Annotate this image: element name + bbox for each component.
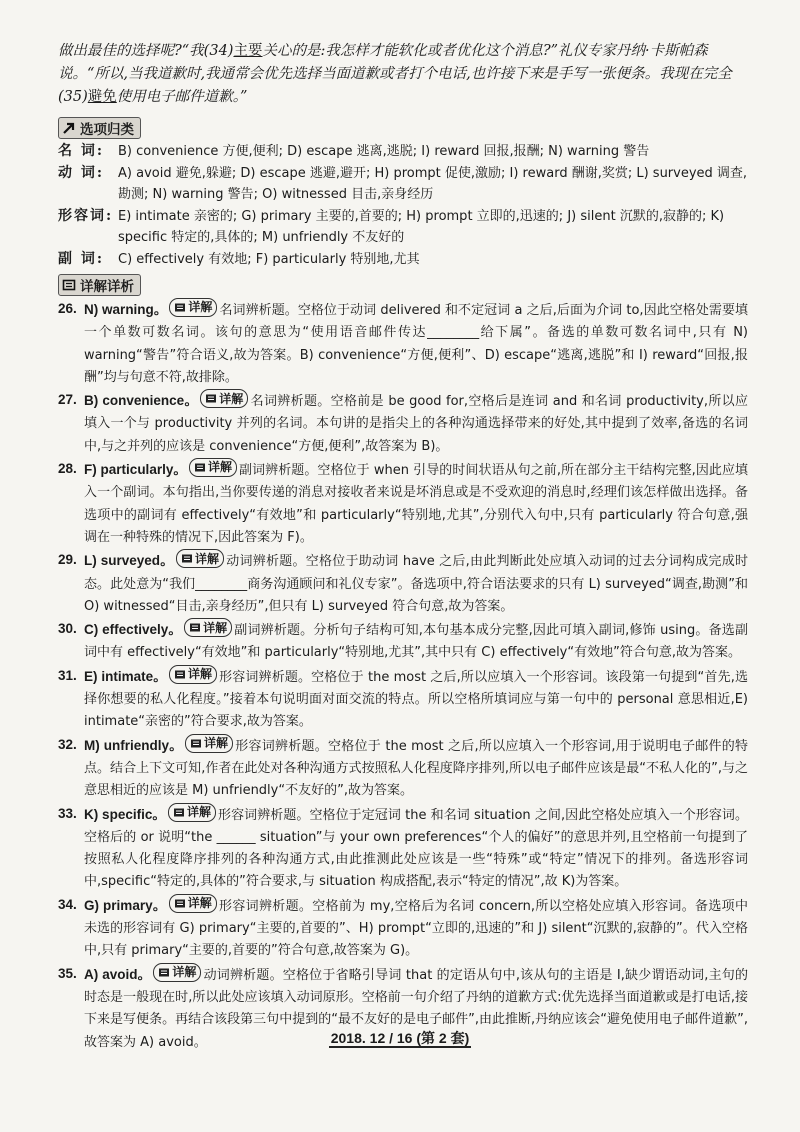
question-number: 33.: [58, 805, 77, 821]
analysis-text: 形容词辨析题。空格位于定冠词 the 和名词 situation 之间,因此空格处应填入一个形容词。空格后的 or 说明“the ______ situation”与 your own preferences“个人的偏好”的意思并列,且空格前一句提到了按照私人化程度降序排列的各种沟通方式,由此推测此处应该是一些“特殊”或“特定”情况下的排列。备选形容词中,specific“特定的,具体的”符合要求,与 situation 构成搭配,表示“特定的情况”,故 K)为答案。: [84, 807, 748, 890]
question-number: 30.: [58, 621, 77, 637]
question-number: 27.: [58, 392, 77, 408]
analysis-text: 名词辨析题。空格前是 be good for,空格后是连词 and 和名词 productivity,所以应填入一个与 productivity 并列的名词。本句讲的是指尖上的各种沟通选择带来的好处,其中提到了效率,备选的名词中,与之并列的应该是 convenience“方便,便利”,故答案为 B)。: [84, 394, 749, 454]
analysis-body: [84, 734, 748, 803]
detail-badge: 详解: [169, 894, 217, 913]
analysis-item: [58, 389, 748, 458]
answer-label: K) specific。: [84, 806, 166, 822]
classification-row: [58, 249, 748, 271]
book-icon: [174, 898, 186, 909]
answer-label: F) particularly。: [84, 462, 187, 478]
question-number: 32.: [58, 736, 77, 752]
question-number: 34.: [58, 896, 77, 912]
part-of-speech-label: 副 词:: [58, 250, 105, 267]
analysis-item: [58, 894, 748, 963]
classification-row: [58, 163, 748, 206]
book-icon: [189, 622, 201, 633]
analysis-list: [58, 298, 748, 1054]
word-options: A) avoid 避免,躲避; D) escape 逃避,避开; H) prompt 促使,激励; I) reward 酬谢,奖赏; L) surveyed 调查,勘测; N) warning 警告; O) witnessed 目击,亲身经历: [118, 165, 748, 202]
classification-row: [58, 206, 748, 249]
analysis-text: 形容词辨析题。空格位于 the most 之后,所以应填入一个形容词,用于说明电子邮件的特点。结合上下文可知,作者在此处对各种沟通方式按照私人化程度降序排列,所以电子邮件应该是最“不私人化的”,与之意思相近的应该是 M) unfriendly“不友好的”,故为答案。: [84, 738, 748, 799]
page-content: [58, 40, 748, 1054]
analysis-body: [84, 298, 748, 389]
detail-badge: 详解: [189, 458, 237, 477]
analysis-text: 形容词辨析题。空格前为 my,空格后为名词 concern,所以空格处应填入形容词。备选项中未选的形容词有 G) primary“主要的,首要的”、H) prompt“立即的,迅速的”和 J) silent“沉默的,寂静的”。代入空格中,只有 primary“主要的,首要的”符合句意,故答案为 G)。: [84, 898, 748, 959]
analysis-text: 动词辨析题。空格位于省略引导词 that 的定语从句中,该从句的主语是 I,缺少谓语动词,主句的时态是一般现在时,所以此处应该填入动词原形。空格前一句介绍了丹纳的道歉方式:优先选择当面道歉或是打电话,接下来是写便条。再结合该段第三句中提到的“最不友好的是电子邮件”,由此推断,丹纳应该会“避免使用电子邮件道歉”,故答案为 A) avoid。: [84, 967, 748, 1050]
analysis-text: 名词辨析题。空格位于动词 delivered 和不定冠词 a 之后,后面为介词 to,因此空格处需要填一个单数可数名词。该句的意思为“使用语音邮件传达________给下属”。备选的单数可数名词中,只有 N) warning“警告”符合语义,故为答案。B) convenience“方便,便利”、D) escape“逃离,逃脱”和 I) reward“回报,报酬”均与句意不符,故排除。: [84, 303, 749, 385]
word-options: B) convenience 方便,便利; D) escape 逃离,逃脱; I) reward 回报,报酬; N) warning 警告: [118, 144, 650, 159]
classification-tag: 选项归类: [58, 117, 141, 139]
analysis-body: [84, 458, 748, 549]
analysis-text: 形容词辨析题。空格位于 the most 之后,所以应填入一个形容词。该段第一句提到“首先,选择你想要的私人化程度。”接着本句说明面对面交流的特点。所以空格所填词应与第一句中的 personal 意思相近,E) intimate“亲密的”符合要求,故为答案。: [84, 669, 748, 730]
intro-text-3: 使用电子邮件道歉。”: [116, 89, 248, 105]
analysis-text: 副词辨析题。空格位于 when 引导的时间状语从句之前,所在部分主干结构完整,因此应填入一个副词。本句指出,当你要传递的消息对接收者来说是坏消息或是不受欢迎的消息时,经理们该怎样做出选择。备选项中的副词有 effectively“有效地”和 particularly“特别地,尤其”,分别代入句中,只有 particularly 符合句意,强调在一种特殊的情况下,因此答案为 F)。: [84, 463, 749, 545]
arrow-icon: [62, 121, 76, 135]
classification-row: [58, 141, 748, 163]
detail-badge: 详解: [200, 389, 248, 408]
detail-badge: 详解: [169, 298, 217, 317]
book-icon: [173, 807, 185, 818]
detail-badge: 详解: [168, 803, 216, 822]
book-icon: [190, 738, 202, 749]
word-options: E) intimate 亲密的; G) primary 主要的,首要的; H) prompt 立即的,迅速的; J) silent 沉默的,寂静的; K) specific 特定的,具体的; M) unfriendly 不友好的: [118, 208, 725, 245]
book-icon: [158, 967, 170, 978]
intro-text-2: 关心的是:我怎样才能软化或者优化这个消息?”礼仪专家丹纳·卡斯帕森说。“所以,当我道歉时,我通常会优先选择当面道歉或者打个电话,也许接下来是手写一张便条。我现在完全(35): [58, 43, 732, 105]
analysis-item: [58, 458, 748, 549]
passage-excerpt: [58, 40, 748, 109]
word-options: C) effectively 有效地; F) particularly 特别地,尤其: [118, 251, 420, 267]
classification-list: [58, 141, 748, 270]
question-number: 29.: [58, 552, 77, 568]
underlined-word-34: 主要: [233, 43, 263, 59]
book-icon: [205, 393, 217, 404]
book-icon: [62, 278, 76, 292]
detail-badge: 详解: [176, 549, 224, 568]
book-icon: [174, 302, 186, 313]
answer-label: E) intimate。: [84, 668, 167, 684]
part-of-speech-label: 动 词:: [58, 164, 105, 181]
analysis-body: [84, 894, 748, 963]
detail-badge: 详解: [184, 618, 232, 637]
question-number: 31.: [58, 667, 77, 683]
answer-label: M) unfriendly。: [84, 737, 183, 753]
book-icon: [181, 553, 193, 564]
analysis-item: [58, 734, 748, 803]
part-of-speech-label: 形容词:: [58, 207, 114, 224]
answer-label: N) warning。: [84, 302, 168, 317]
answer-label: C) effectively。: [84, 622, 183, 638]
part-of-speech-label: 名 词:: [58, 143, 105, 159]
detail-badge: 详解: [185, 734, 233, 753]
page-footer: 2018. 12 / 16 (第 2 套): [330, 1030, 470, 1046]
underlined-word-35: 避免: [87, 89, 117, 105]
analysis-item: [58, 549, 748, 618]
analysis-item: [58, 803, 748, 894]
intro-text-1: 做出最佳的选择呢?“我(34): [58, 43, 234, 59]
detail-badge: 详解: [169, 665, 217, 684]
book-icon: [174, 669, 186, 680]
analysis-body: [84, 803, 748, 894]
detail-badge: 详解: [153, 963, 201, 982]
analysis-tag: 详解详析: [58, 274, 141, 296]
answer-label: B) convenience。: [84, 393, 199, 409]
answer-label: L) surveyed。: [84, 553, 175, 569]
analysis-body: [84, 665, 748, 734]
question-number: 26.: [58, 301, 77, 316]
analysis-item: [58, 618, 748, 665]
question-number: 28.: [58, 461, 77, 477]
analysis-body: [84, 549, 748, 618]
analysis-body: [84, 389, 748, 458]
question-number: 35.: [58, 965, 77, 981]
analysis-body: [84, 618, 748, 665]
analysis-text: 副词辨析题。分析句子结构可知,本句基本成分完整,因此可填入副词,修饰 using。备选副词中有 effectively“有效地”和 particularly“特别地,尤其”,其中只有 C) effectively“有效地”符合句意,故为答案。: [84, 623, 748, 661]
answer-label: G) primary。: [84, 897, 167, 913]
book-icon: [194, 462, 206, 473]
analysis-item: [58, 298, 748, 389]
analysis-item: [58, 665, 748, 734]
answer-label: A) avoid。: [84, 966, 152, 982]
analysis-text: 动词辨析题。空格位于助动词 have 之后,由此判断此处应填入动词的过去分词构成完成时态。此处意为“我们________商务沟通顾问和礼仪专家”。备选项中,符合语法要求的只有 L) surveyed“调查,勘测”和 O) witnessed“目击,亲身经历”,但只有 L) surveyed 符合句意,故为答案。: [84, 554, 749, 614]
